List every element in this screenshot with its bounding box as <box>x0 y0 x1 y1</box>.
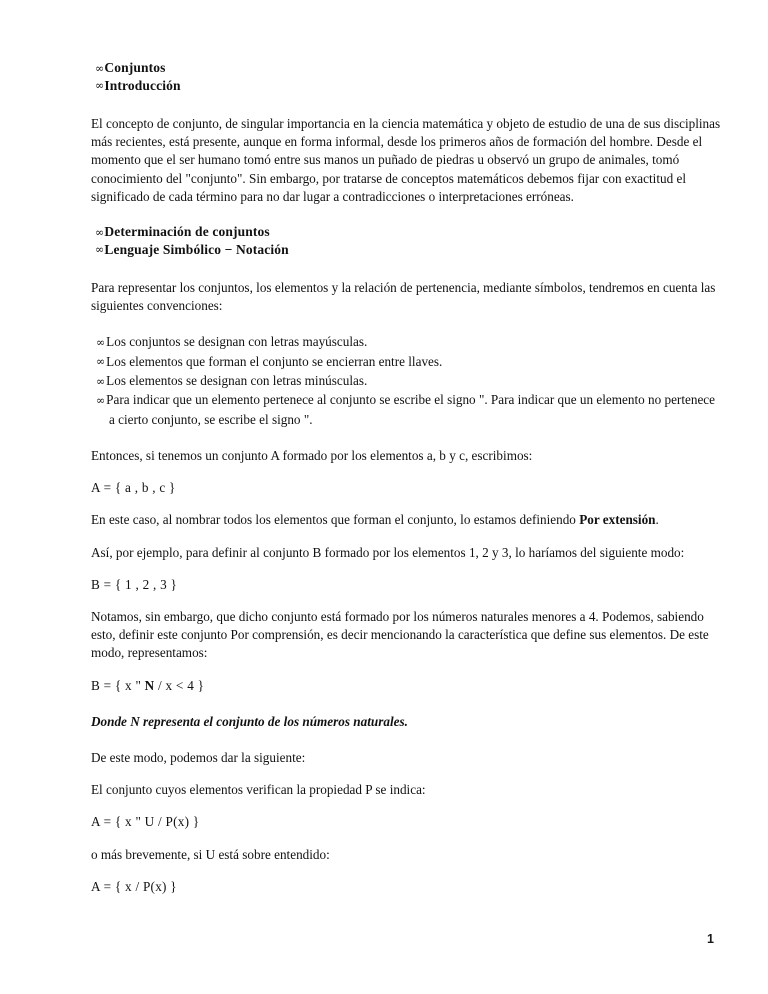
infinity-bullet-icon: ∞ <box>96 335 106 349</box>
conventions-intro-paragraph: Para representar los conjuntos, los elementos y la relación de pertenencia, mediante símbolos, tendremos en cuenta las siguientes convenciones: <box>91 280 716 314</box>
formula-b-comprension-post: / x < 4 } <box>154 677 205 693</box>
spacer <box>91 832 723 846</box>
spacer <box>91 663 723 677</box>
spacer <box>91 562 723 576</box>
list-item <box>96 372 723 391</box>
heading-lenguaje-simbolico-label: Lenguaje Simbólico − Notación <box>104 241 289 257</box>
formula-a-extension: A = { a , b , c } <box>91 480 176 496</box>
propiedad-p-paragraph: El conjunto cuyos elementos verifican la propiedad P se indica: <box>91 782 426 798</box>
heading-lenguaje-simbolico <box>95 242 723 260</box>
spacer <box>91 259 723 279</box>
infinity-bullet-icon: ∞ <box>96 393 106 407</box>
infinity-bullet-icon: ∞ <box>96 374 106 388</box>
heading-group-conjuntos <box>95 60 723 95</box>
intro-paragraph: El concepto de conjunto, de singular importancia en la ciencia matemática y objeto de estudio de una de sus disciplinas más recientes, está presente, aunque en forma informal, desde los primeros años de formación del hombre. Desde el momento que el ser humano tomó entre sus manos un puñado de piedras u observó un grupo de animales, tomó conocimiento del "conjunto". Sin embargo, por tratarse de conceptos matemáticos debemos fijar con exactitud el significado de cada término para no dar lugar a contradicciones o interpretaciones erróneas. <box>91 116 721 204</box>
o-mas-brevemente-paragraph: o más brevemente, si U está sobre entendido: <box>91 846 330 862</box>
formula-b-comprension-pre: B = { x " <box>91 677 145 693</box>
formula-b-comprension-naturals: N <box>144 677 155 693</box>
heading-group-determinacion <box>95 224 723 259</box>
de-este-modo-paragraph: De este modo, podemos dar la siguiente: <box>91 749 306 765</box>
spacer <box>91 465 723 479</box>
heading-determinacion-label: Determinación de conjuntos <box>104 224 270 240</box>
document-content <box>91 60 723 896</box>
list-item <box>96 333 723 352</box>
list-item <box>96 353 723 372</box>
list-item-label: Los elementos se designan con letras minúsculas. <box>106 373 368 389</box>
infinity-bullet-icon: ∞ <box>95 61 105 75</box>
spacer <box>91 799 723 813</box>
infinity-bullet-icon: ∞ <box>96 355 106 369</box>
spacer <box>91 530 723 544</box>
spacer <box>91 767 723 781</box>
list-item-label: Para indicar que un elemento pertenece al conjunto se escribe el signo ". Para indicar que un elemento no pertenece a cierto conjunto, se escribe el signo ". <box>106 392 715 427</box>
conventions-list <box>96 333 723 428</box>
spacer <box>91 731 723 749</box>
asi-paragraph: Así, por ejemplo, para definir al conjunto B formado por los elementos 1, 2 y 3, lo haríamos del siguiente modo: <box>91 544 685 560</box>
por-extension-text-post: . <box>655 512 659 528</box>
heading-introduccion-label: Introducción <box>104 77 181 93</box>
spacer <box>91 864 723 878</box>
heading-determinacion <box>95 224 723 242</box>
list-item-label: Los conjuntos se designan con letras mayúsculas. <box>106 334 368 350</box>
por-extension-emphasis: Por extensión <box>579 512 656 528</box>
spacer <box>91 497 723 511</box>
spacer <box>91 594 723 608</box>
heading-conjuntos <box>95 60 723 78</box>
list-item <box>96 391 723 429</box>
formula-a-propiedad: A = { x / P(x) } <box>91 878 177 894</box>
page-number: 1 <box>707 932 714 946</box>
entonces-paragraph: Entonces, si tenemos un conjunto A formado por los elementos a, b y c, escribimos: <box>91 447 533 463</box>
formula-a-universal: A = { x " U / P(x) } <box>91 814 200 830</box>
spacer <box>91 695 723 713</box>
spacer <box>91 315 723 333</box>
por-extension-text-pre: En este caso, al nombrar todos los elementos que forman el conjunto, lo estamos definiendo <box>91 512 580 528</box>
spacer <box>91 206 723 224</box>
infinity-bullet-icon: ∞ <box>95 225 105 239</box>
infinity-bullet-icon: ∞ <box>95 243 105 257</box>
formula-b-comprension <box>91 677 723 695</box>
list-item-label: Los elementos que forman el conjunto se encierran entre llaves. <box>106 353 443 369</box>
spacer <box>91 95 723 115</box>
spacer <box>91 429 723 447</box>
donde-n-note: Donde N representa el conjunto de los números naturales. <box>91 713 408 729</box>
infinity-bullet-icon: ∞ <box>95 79 105 92</box>
por-extension-paragraph <box>91 511 723 529</box>
heading-conjuntos-label: Conjuntos <box>104 60 166 75</box>
heading-introduccion <box>95 78 723 96</box>
formula-b-extension: B = { 1 , 2 , 3 } <box>91 576 178 592</box>
notamos-paragraph: Notamos, sin embargo, que dicho conjunto está formado por los números naturales menores a 4. Podemos, sabiendo esto, definir este conjunto Por comprensión, es decir mencionando la característica que define sus elementos. De este modo, representamos: <box>91 608 709 661</box>
